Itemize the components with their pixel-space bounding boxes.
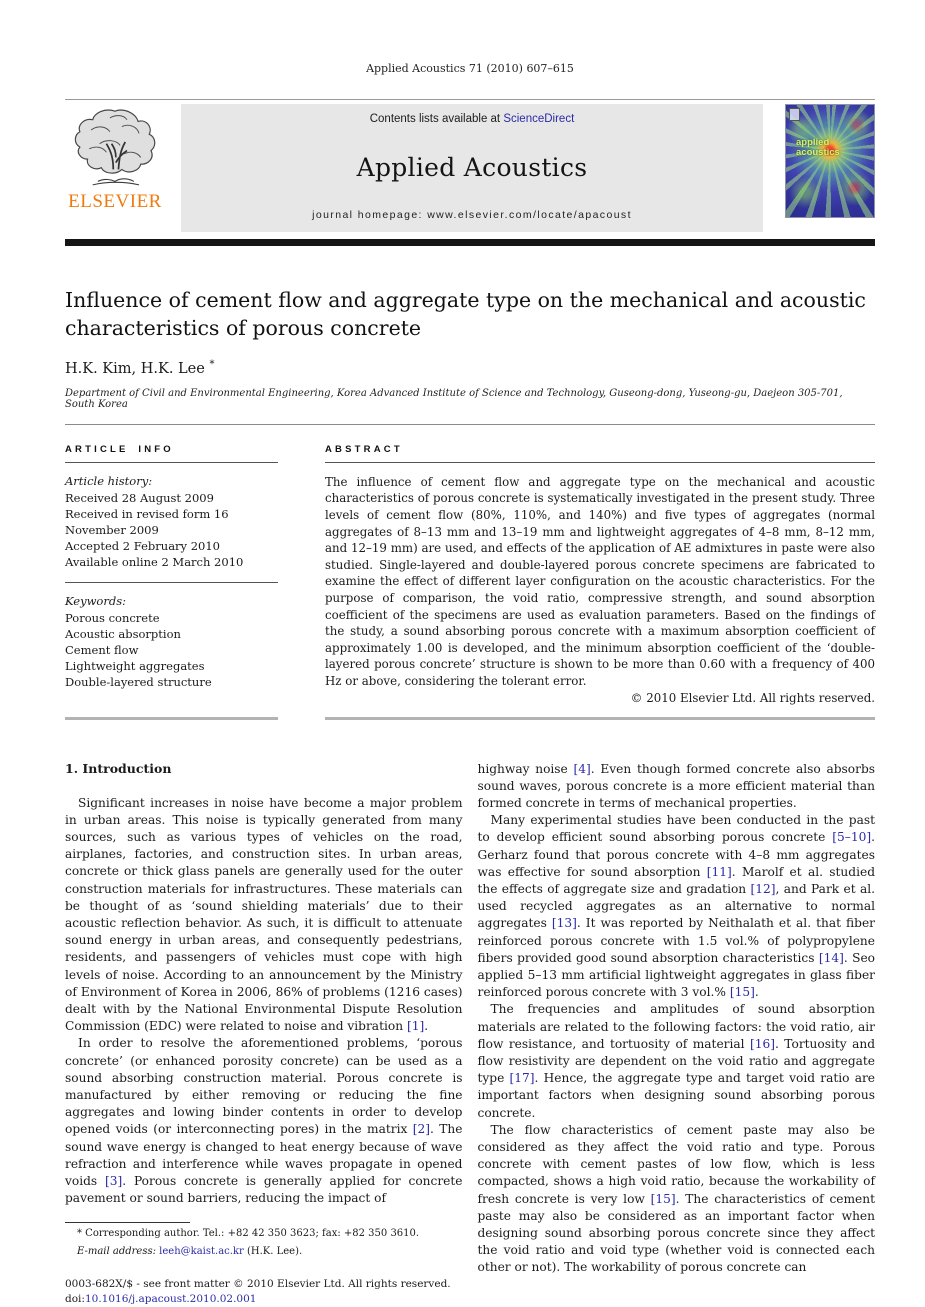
body-right-column: [478, 761, 876, 1307]
elsevier-wordmark: ELSEVIER: [68, 191, 162, 212]
body-text-section: [65, 761, 875, 1307]
journal-citation: Applied Acoustics 71 (2010) 607–615: [366, 62, 574, 75]
issn-line: 0003-682X/$ - see front matter © 2010 Elsevier Ltd. All rights reserved.: [65, 1278, 451, 1291]
text-segment: doi:: [65, 1293, 85, 1306]
keyword-item: Lightweight aggregates: [65, 658, 205, 673]
body-left-column: [65, 761, 463, 1307]
footnote-rule: [65, 1222, 190, 1223]
text-segment: . It was reported by Neithalath et al. that fiber reinforced porous concrete with 1.5 vol.% of polypropylene fibers provided good sound absorption characteristics: [477, 916, 876, 965]
email-note: [77, 1245, 463, 1259]
keyword-item: Acoustic absorption: [65, 626, 181, 641]
affiliation-line: Department of Civil and Environmental Engineering, Korea Advanced Institute of Science and Technology, Guseong-dong, Yuseong-gu, Daejeon 305-701, South Korea: [65, 387, 843, 410]
citation-link[interactable]: [16]: [749, 1036, 775, 1051]
citation-link[interactable]: [13]: [551, 916, 577, 931]
keyword-item: Double-layered structure: [65, 674, 212, 689]
text-segment: .: [754, 985, 759, 1000]
paragraph: [65, 1035, 463, 1207]
keyword-item: Porous concrete: [65, 610, 160, 625]
text-segment: E-mail address:: [77, 1246, 160, 1258]
citation-link[interactable]: [12]: [750, 881, 776, 896]
introduction-heading: 1. Introduction: [65, 760, 172, 776]
article-info-heading-rule: [65, 462, 278, 463]
journal-cover-thumbnail: [785, 104, 875, 218]
text-segment: . Porous concrete is generally applied for concrete pavement or sound barriers, reducing the impact of: [65, 1174, 463, 1206]
history-item: Received in revised form 16 November 2009: [65, 506, 229, 537]
citation-link[interactable]: [15]: [650, 1191, 676, 1206]
paragraph: [478, 812, 876, 1001]
journal-homepage-link[interactable]: journal homepage: www.elsevier.com/locate/apacoust: [312, 209, 632, 221]
author-names: H.K. Kim, H.K. Lee: [65, 360, 205, 377]
corresponding-author-mark[interactable]: *: [209, 359, 215, 370]
journal-title: Applied Acoustics: [356, 152, 588, 182]
abstract-text: The influence of cement flow and aggregate type on the mechanical and acoustic characteristics of porous concrete is systematically investigated in the present study. Three levels of cement flow (80%, 110%, and 140%) and five types of aggregates (normal aggregates of 8–13 mm and 13–19 mm and lightweight aggregates of 4–8 mm, 8–12 mm, and 12–19 mm) are used, and effects of the application of AE admixtures in paste were also studied. Single-layered and double-layered porous concrete specimens are fabricated to examine the effect of different layer configuration on the acoustic characteristics. For the purpose of comparison, the void ratio, compressive strength, and sound absorption coefficient of the specimens are used as evaluation parameters. Based on the findings of the study, a sound absorbing porous concrete with a maximum absorption coefficient of approximately 1.00 is developed, and the minimum absorption coefficient of the ‘double-layered porous concrete’ structure is shown to be more than 0.60 with a frequency of 400 Hz or above, considering the tolerant error.: [325, 474, 875, 688]
article-info-heading: ARTICLE INFO: [65, 443, 174, 455]
cover-title-line1: applied: [796, 137, 830, 148]
article-info-bottom-rule: [65, 717, 278, 720]
history-item: Received 28 August 2009: [65, 490, 214, 505]
paragraph: [478, 1122, 876, 1277]
text-segment: The flow characteristics of cement paste may also be considered as they affect the void ratio and type. Porous concrete with cement pastes of low flow, which is less compacted, shows a high void ratio, because the workability of fresh concrete is very low: [477, 1122, 875, 1206]
article-info-mid-rule: [65, 582, 278, 583]
text-segment: . Even though formed concrete also absorbs sound waves, porous concrete is a more efficient material than formed concrete in terms of mechanical properties.: [477, 761, 875, 810]
separator-bar: [65, 239, 875, 246]
contents-lists-text: Contents lists available at: [369, 113, 504, 125]
text-segment: . The characteristics of cement paste may also be considered as an important factor when designing sound absorbing porous concrete since they affect the void ratio and void type (whether void is connected each other or not). The workability of porous concrete can: [477, 1191, 875, 1275]
text-segment: The frequencies and amplitudes of sound absorption materials are related to the following factors: the void ratio, air flow resistance, and tortuosity of material: [477, 1002, 875, 1051]
abstract-column: [325, 444, 875, 720]
elsevier-logo: [65, 104, 165, 232]
abstract-copyright: © 2010 Elsevier Ltd. All rights reserved.: [630, 690, 875, 705]
text-segment: , and Park et al. used recycled aggregates as an alternative to normal aggregates: [477, 881, 875, 931]
history-item: Accepted 2 February 2010: [65, 538, 220, 553]
info-abstract-section: [65, 425, 875, 720]
sciencedirect-link[interactable]: ScienceDirect: [503, 113, 575, 125]
citation-link[interactable]: [17]: [509, 1071, 535, 1086]
corresponding-author-note: [77, 1227, 463, 1241]
text-segment: . Gerharz found that porous concrete with 4–8 mm aggregates was effective for sound absorption: [477, 830, 875, 879]
left-column-paragraphs: [65, 795, 463, 1208]
citation-link[interactable]: [4]: [573, 761, 591, 776]
footnote-block: [65, 1222, 463, 1259]
doi-line: [65, 1292, 463, 1307]
contents-lists-line: [181, 113, 763, 125]
text-segment: * Corresponding author. Tel.: +82 42 350 3623; fax: +82 350 3610.: [77, 1228, 420, 1240]
text-segment: . Hence, the aggregate type and target void ratio are important factors when designing sound absorbing porous concrete.: [477, 1071, 875, 1120]
right-column-paragraphs: [478, 761, 876, 1277]
text-segment: . Seo applied 5–13 mm artificial lightweight aggregates in glass fiber reinforced porous concrete with 3 vol.%: [477, 950, 875, 1000]
text-segment: (H.K. Lee).: [243, 1246, 303, 1258]
text-segment: highway noise: [477, 761, 574, 776]
text-segment: Many experimental studies have been conducted in the past to develop efficient sound absorbing porous concrete: [477, 813, 875, 845]
keywords-list: [65, 610, 278, 690]
abstract-bottom-rule: [325, 717, 875, 720]
inline-link[interactable]: leeh@kaist.ac.kr: [159, 1246, 244, 1258]
paragraph: [478, 761, 876, 813]
text-segment: In order to resolve the aforementioned problems, ‘porous concrete’ (or enhanced porosity concrete) can be used as a sound absorbing construction material. Porous concrete is manufactured by either removing or reducing the fine aggregates and lowing binder contents in order to develop opened voids (or interconnecting pores) in the matrix: [65, 1036, 463, 1137]
citation-link[interactable]: [3]: [105, 1174, 123, 1189]
paragraph: [65, 795, 463, 1036]
cover-title: [796, 138, 840, 158]
citation-link[interactable]: [5–10]: [832, 830, 872, 845]
elsevier-tree-icon: [65, 106, 165, 190]
abstract-heading-rule: [325, 462, 875, 463]
citation-link[interactable]: [11]: [706, 864, 732, 879]
text-segment: . Tortuosity and flow resistivity are dependent on the void ratio and aggregate type: [477, 1036, 875, 1086]
paper-title: Influence of cement flow and aggregate type on the mechanical and acoustic characteristics of porous concrete: [65, 288, 866, 340]
article-history-list: [65, 490, 278, 570]
journal-banner: [65, 99, 875, 232]
cover-title-line2: acoustics: [796, 147, 840, 158]
paragraph: [478, 1001, 876, 1121]
keywords-label: Keywords:: [65, 593, 126, 608]
imprint-block: [65, 1277, 463, 1307]
citation-link[interactable]: [15]: [729, 985, 755, 1000]
authors-line: [65, 359, 875, 377]
citation-link[interactable]: [2]: [412, 1122, 431, 1137]
citation-link[interactable]: [1]: [406, 1019, 425, 1034]
text-segment: Significant increases in noise have become a major problem in urban areas. This noise is typically generated from many sources, such as various types of vehicles on the road, airplanes, factories, and construction sites. In urban areas, concrete or thick glass panels are generally used for the outer construction materials for infrastructures. These materials can be thought of as ‘sound shielding materials’ due to their acoustic reflection behavior. As such, it is difficult to attenuate sound energy in urban areas, and consequently pedestrians, residents, and passengers of vehicles must cope with high levels of noise. According to an announcement by the Ministry of Environment of Korea in 2006, 86% of problems (1216 cases) dealt with by the National Environmental Dispute Resolution Commission (EDC) were related to noise and vibration: [65, 795, 463, 1034]
text-segment: . Marolf et al. studied the effects of aggregate size and gradation: [477, 864, 875, 896]
text-segment: .: [424, 1019, 429, 1034]
journal-banner-box: [181, 104, 763, 232]
inline-link[interactable]: 10.1016/j.apacoust.2010.02.001: [84, 1293, 257, 1306]
text-segment: . The sound wave energy is changed to heat energy because of wave refraction and interference while waves propagate in opened voids: [65, 1122, 463, 1189]
abstract-heading: ABSTRACT: [325, 443, 403, 455]
citation-link[interactable]: [14]: [818, 950, 844, 965]
cover-publisher-mark-icon: [789, 108, 800, 121]
history-item: Available online 2 March 2010: [65, 554, 244, 569]
article-info-column: [65, 444, 278, 720]
article-history-label: Article history:: [65, 473, 153, 488]
keyword-item: Cement flow: [65, 642, 139, 657]
